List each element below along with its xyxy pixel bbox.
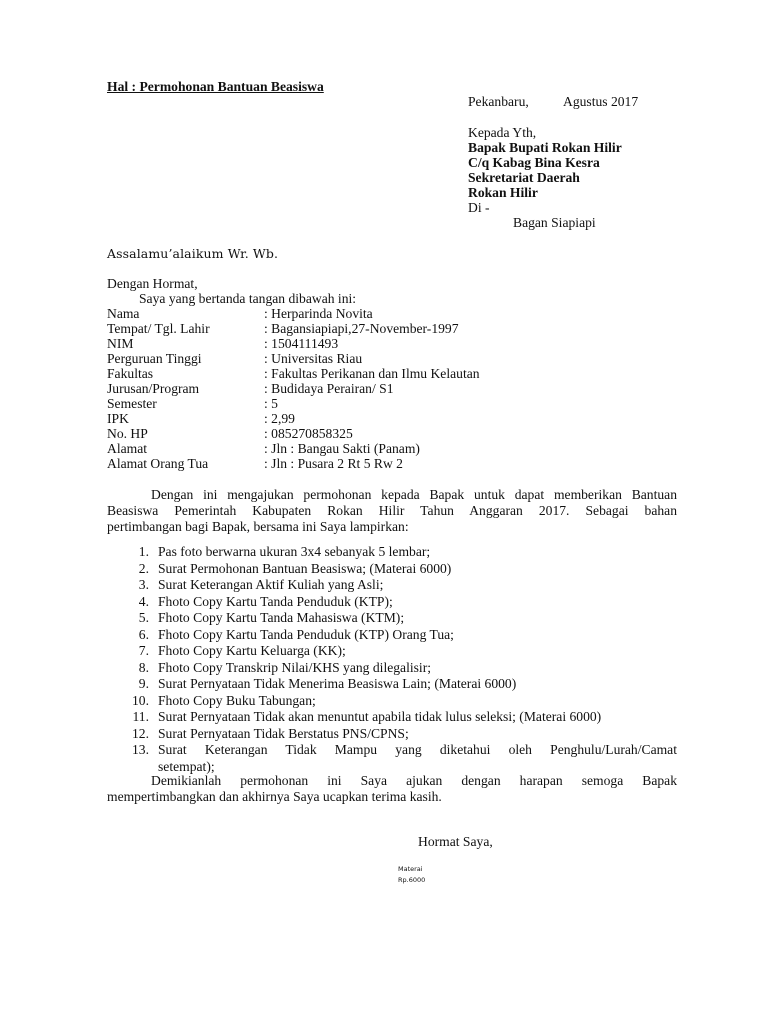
identity-label: Alamat (107, 441, 148, 456)
list-item-number: 4. (138, 593, 149, 609)
opening: Dengan Hormat, (107, 276, 198, 291)
list-item (107, 627, 677, 644)
materai-stamp-note (398, 864, 425, 886)
list-item-text: Surat Pernyataan Tidak Berstatus PNS/CPNS; (158, 725, 409, 741)
identity-label: Semester (107, 396, 157, 411)
identity-value: : 5 (264, 396, 278, 411)
list-item-number: 8. (138, 659, 149, 675)
identity-row (107, 321, 527, 336)
identity-label: Jurusan/Program (107, 381, 200, 396)
identity-row (107, 336, 527, 351)
attachment-list (107, 544, 677, 775)
body-paragraph (107, 487, 677, 535)
recipient-line-4: Rokan Hilir (468, 185, 538, 200)
list-item-number: 11. (132, 709, 149, 724)
identity-row (107, 381, 527, 396)
list-item-number: 13. (132, 742, 149, 757)
list-item (107, 594, 677, 611)
intro-line: Saya yang bertanda tangan dibawah ini: (139, 291, 357, 306)
list-item-text: Fhoto Copy Kartu Keluarga (KK); (158, 643, 346, 658)
list-item-text: Fhoto Copy Transkrip Nilai/KHS yang dilegalisir; (158, 659, 432, 675)
list-item (107, 742, 677, 775)
list-item (107, 643, 677, 660)
list-item (107, 709, 677, 726)
list-item (107, 561, 677, 578)
list-item-text: Surat Pernyataan Tidak Menerima Beasiswa Lain; (Materai 6000) (158, 676, 517, 691)
list-item (107, 544, 677, 561)
list-item-text: Surat Keterangan Aktif Kuliah yang Asli; (158, 577, 384, 592)
list-item-text: Fhoto Copy Kartu Tanda Penduduk (KTP) Orang Tua; (158, 626, 454, 642)
identity-label: Nama (107, 306, 140, 321)
closing-paragraph (107, 773, 677, 805)
greeting: Assalamu’alaikum Wr. Wb. (107, 246, 279, 261)
list-item (107, 676, 677, 693)
identity-label: Fakultas (107, 366, 154, 381)
recipient-salutation: Kepada Yth, (468, 125, 537, 140)
identity-value: : 085270858325 (264, 426, 353, 441)
identity-row (107, 306, 527, 321)
list-item-text-line-2: setempat); (158, 758, 215, 774)
list-item-text: Fhoto Copy Kartu Tanda Penduduk (KTP); (158, 593, 393, 609)
identity-row (107, 366, 527, 381)
body-line-1: Dengan ini mengajukan permohonan kepada Bapak untuk dapat memberikan Bantuan (151, 487, 677, 502)
list-item-text: Fhoto Copy Buku Tabungan; (158, 692, 316, 708)
identity-label: Alamat Orang Tua (107, 456, 209, 471)
identity-row (107, 351, 527, 366)
list-item-number: 10. (132, 692, 149, 708)
identity-row (107, 456, 527, 471)
identity-value: : 2,99 (264, 411, 295, 426)
identity-label: Tempat/ Tgl. Lahir (107, 321, 210, 336)
recipient-line-1: Bapak Bupati Rokan Hilir (468, 140, 622, 155)
materai-amount: Rp.6000 (398, 876, 426, 884)
signoff: Hormat Saya, (418, 834, 493, 849)
materai-label: Materai (398, 865, 423, 873)
identity-label: IPK (107, 411, 129, 426)
recipient-destination: Bagan Siapiapi (513, 215, 596, 230)
list-item-text (158, 742, 677, 775)
list-item (107, 610, 677, 627)
list-item-number: 3. (138, 577, 149, 592)
identity-value: : 1504111493 (264, 336, 339, 351)
closing-line-1: Demikianlah permohonan ini Saya ajukan dengan harapan semoga Bapak (151, 773, 677, 788)
identity-value: : Bagansiapiapi,27-November-1997 (264, 321, 459, 336)
list-item-text: Fhoto Copy Kartu Tanda Mahasiswa (KTM); (158, 610, 405, 625)
list-item-number: 2. (138, 560, 149, 576)
list-item-number: 7. (138, 643, 149, 658)
list-item (107, 577, 677, 594)
list-item-number: 1. (138, 544, 149, 559)
identity-value: : Universitas Riau (264, 351, 363, 366)
identity-value: : Jln : Bangau Sakti (Panam) (264, 441, 420, 456)
list-item-number: 5. (138, 610, 149, 625)
list-item (107, 693, 677, 710)
identity-label: Perguruan Tinggi (107, 351, 202, 366)
recipient-line-2: C/q Kabag Bina Kesra (468, 155, 600, 170)
list-item-number: 6. (138, 626, 149, 642)
identity-value: : Budidaya Perairan/ S1 (264, 381, 394, 396)
identity-label: NIM (107, 336, 134, 351)
list-item (107, 726, 677, 743)
recipient-line-3: Sekretariat Daerah (468, 170, 580, 185)
identity-value: : Jln : Pusara 2 Rt 5 Rw 2 (264, 456, 403, 471)
letter-place: Pekanbaru, (468, 94, 529, 109)
list-item-number: 12. (132, 725, 149, 741)
recipient-di: Di - (468, 200, 490, 215)
identity-row (107, 426, 527, 441)
identity-value: : Herparinda Novita (264, 306, 373, 321)
list-item (107, 660, 677, 677)
closing-line-2: mempertimbangkan dan akhirnya Saya ucapkan terima kasih. (107, 789, 442, 804)
list-item-text: Pas foto berwarna ukuran 3x4 sebanyak 5 lembar; (158, 544, 431, 559)
letter-date: Agustus 2017 (563, 94, 639, 109)
list-item-text-line-1: Surat Keterangan Tidak Mampu yang diketahui oleh Penghulu/Lurah/Camat (158, 742, 677, 757)
body-line-2: Beasiswa Pemerintah Kabupaten Rokan Hilir Tahun Anggaran 2017. Sebagai bahan (107, 503, 677, 518)
identity-value: : Fakultas Perikanan dan Ilmu Kelautan (264, 366, 480, 381)
identity-row (107, 441, 527, 456)
list-item-text: Surat Pernyataan Tidak akan menuntut apabila tidak lulus seleksi; (Materai 6000) (158, 709, 602, 724)
identity-row (107, 396, 527, 411)
body-line-3: pertimbangan bagi Bapak, bersama ini Saya lampirkan: (107, 519, 409, 534)
identity-label: No. HP (107, 426, 148, 441)
list-item-text: Surat Permohonan Bantuan Beasiswa; (Materai 6000) (158, 560, 452, 576)
list-item-number: 9. (138, 676, 149, 691)
letter-subject: Hal : Permohonan Bantuan Beasiswa (107, 79, 324, 94)
identity-row (107, 411, 527, 426)
